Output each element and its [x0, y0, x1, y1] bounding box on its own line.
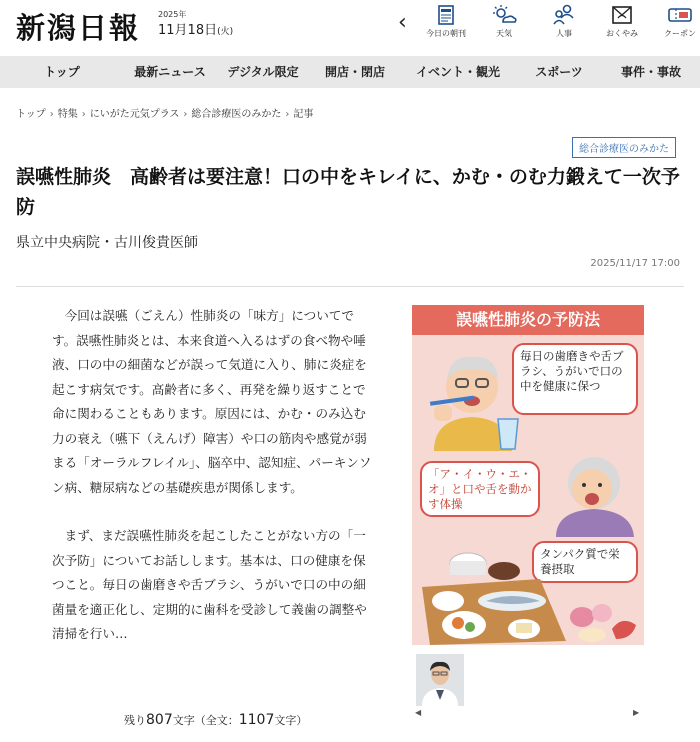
site-header: [0, 0, 700, 56]
people-button[interactable]: [536, 4, 592, 39]
remaining-mid: 文字（全文：: [172, 714, 239, 727]
breadcrumb-item-current: 記事: [293, 109, 314, 120]
scroll-left-icon[interactable]: ◀: [415, 708, 422, 717]
breadcrumb-separator-icon: ›: [285, 109, 290, 120]
breadcrumb-separator-icon: ›: [49, 109, 54, 120]
nav-item-digital-only[interactable]: デジタル限定: [227, 65, 299, 79]
remaining-suffix: 文字）: [274, 714, 308, 727]
main-nav: [0, 56, 700, 88]
nav-item-incidents[interactable]: 事件・事故: [620, 65, 681, 79]
total-count: 1107: [238, 712, 275, 728]
coupon-button[interactable]: [652, 4, 700, 39]
series-tag[interactable]: 総合診療医のみかた: [572, 137, 676, 158]
breadcrumb-separator-icon: ›: [183, 109, 188, 120]
tip-bubble-mouth-exercise: 「ア・イ・ウ・エ・オ」と口や舌を動かす体操: [420, 461, 540, 517]
author-photo[interactable]: [416, 654, 464, 706]
breadcrumb-item[interactable]: 総合診療医のみかた: [191, 109, 282, 120]
remaining-prefix: 残り: [124, 714, 146, 727]
nav-item-latest-news[interactable]: 最新ニュース: [134, 65, 206, 79]
obituary-icon: [610, 4, 634, 26]
article-body: [52, 304, 378, 671]
scroll-right-icon[interactable]: ▶: [633, 708, 640, 717]
tip-bubble-protein: タンパク質で栄養摂取: [532, 541, 638, 583]
date-display: [158, 19, 233, 38]
publish-date: 2025/11/17 17:00: [590, 258, 680, 269]
back-arrow-icon[interactable]: ‹: [398, 10, 407, 35]
todays-paper-label: 今日の朝刊: [426, 29, 466, 38]
obituary-label: おくやみ: [606, 29, 638, 38]
illustration-heading: 誤嚥性肺炎の予防法: [412, 305, 644, 335]
date-weekday: (火): [217, 27, 234, 37]
people-icon: [551, 4, 577, 26]
breadcrumb-item[interactable]: 特集: [57, 109, 78, 120]
todays-paper-icon: [435, 4, 457, 26]
date-year: 2025年: [158, 10, 187, 19]
article-title: 誤嚥性肺炎 高齢者は要注意！口の中をキレイに、かむ・のむ力鍛えて一次予防: [16, 166, 680, 218]
date-month-day: 11月18日: [158, 23, 218, 38]
breadcrumb: [16, 105, 313, 120]
people-label: 人事: [556, 29, 572, 38]
tip-bubble-brushing: 毎日の歯磨きや舌ブラシ、うがいで口の中を健康に保つ: [512, 343, 638, 415]
coupon-label: クーポン: [664, 29, 696, 38]
weather-button[interactable]: [476, 4, 532, 39]
divider: [16, 286, 684, 287]
elderly-woman-mouth-exercise-illustration: [546, 445, 640, 537]
article-paragraph: 今回は誤嚥（ごえん）性肺炎の「味方」についてです。誤嚥性肺炎とは、本来食道へ入るはずの食べ物や唾液、口の中の細菌などが誤って気道に入り、肺に炎症を起こす病気です。高齢者に多く、再発を繰り返すことで命に関わることもあります。原因には、かむ・のみ込む力の衰え（嚥下（えんげ）障害）や口の筋肉や感覚が弱まる「オーラルフレイル」、脳卒中、認知症、パーキンソン病、糖尿病などの基礎疾患が関係します。: [52, 308, 372, 495]
doctor-portrait-image: [416, 654, 464, 706]
nav-item-sports[interactable]: スポーツ: [535, 65, 583, 79]
remaining-characters: [124, 712, 307, 728]
breadcrumb-item[interactable]: にいがた元気プラス: [89, 109, 180, 120]
water-glass-icon: [496, 417, 520, 451]
remaining-count: 807: [146, 712, 173, 728]
meal-tray-illustration: [416, 541, 640, 645]
weather-label: 天気: [496, 29, 512, 38]
article-paragraph: まず、まだ誤嚥性肺炎を起こしたことがない方の「一次予防」についてお話しします。基本は、口の健康を保つこと。毎日の歯磨きや舌ブラシ、うがいで口の中の細菌量を適正化し、定期的に歯科を受診して義歯の調整や清掃を行い…: [52, 528, 367, 641]
obituary-button[interactable]: [594, 4, 650, 39]
nav-item-events[interactable]: イベント・観光: [415, 65, 500, 79]
breadcrumb-item[interactable]: トップ: [16, 109, 46, 120]
breadcrumb-separator-icon: ›: [81, 109, 86, 120]
nav-item-top[interactable]: トップ: [44, 65, 80, 79]
article-illustration[interactable]: [412, 305, 644, 645]
coupon-icon: [667, 4, 693, 26]
weather-icon: [491, 4, 517, 26]
site-logo[interactable]: 新潟日報: [16, 11, 141, 45]
article-byline: 県立中央病院・古川俊貴医師: [16, 235, 198, 251]
nav-item-store-openings[interactable]: 開店・閉店: [324, 65, 385, 79]
todays-paper-button[interactable]: [418, 4, 474, 39]
